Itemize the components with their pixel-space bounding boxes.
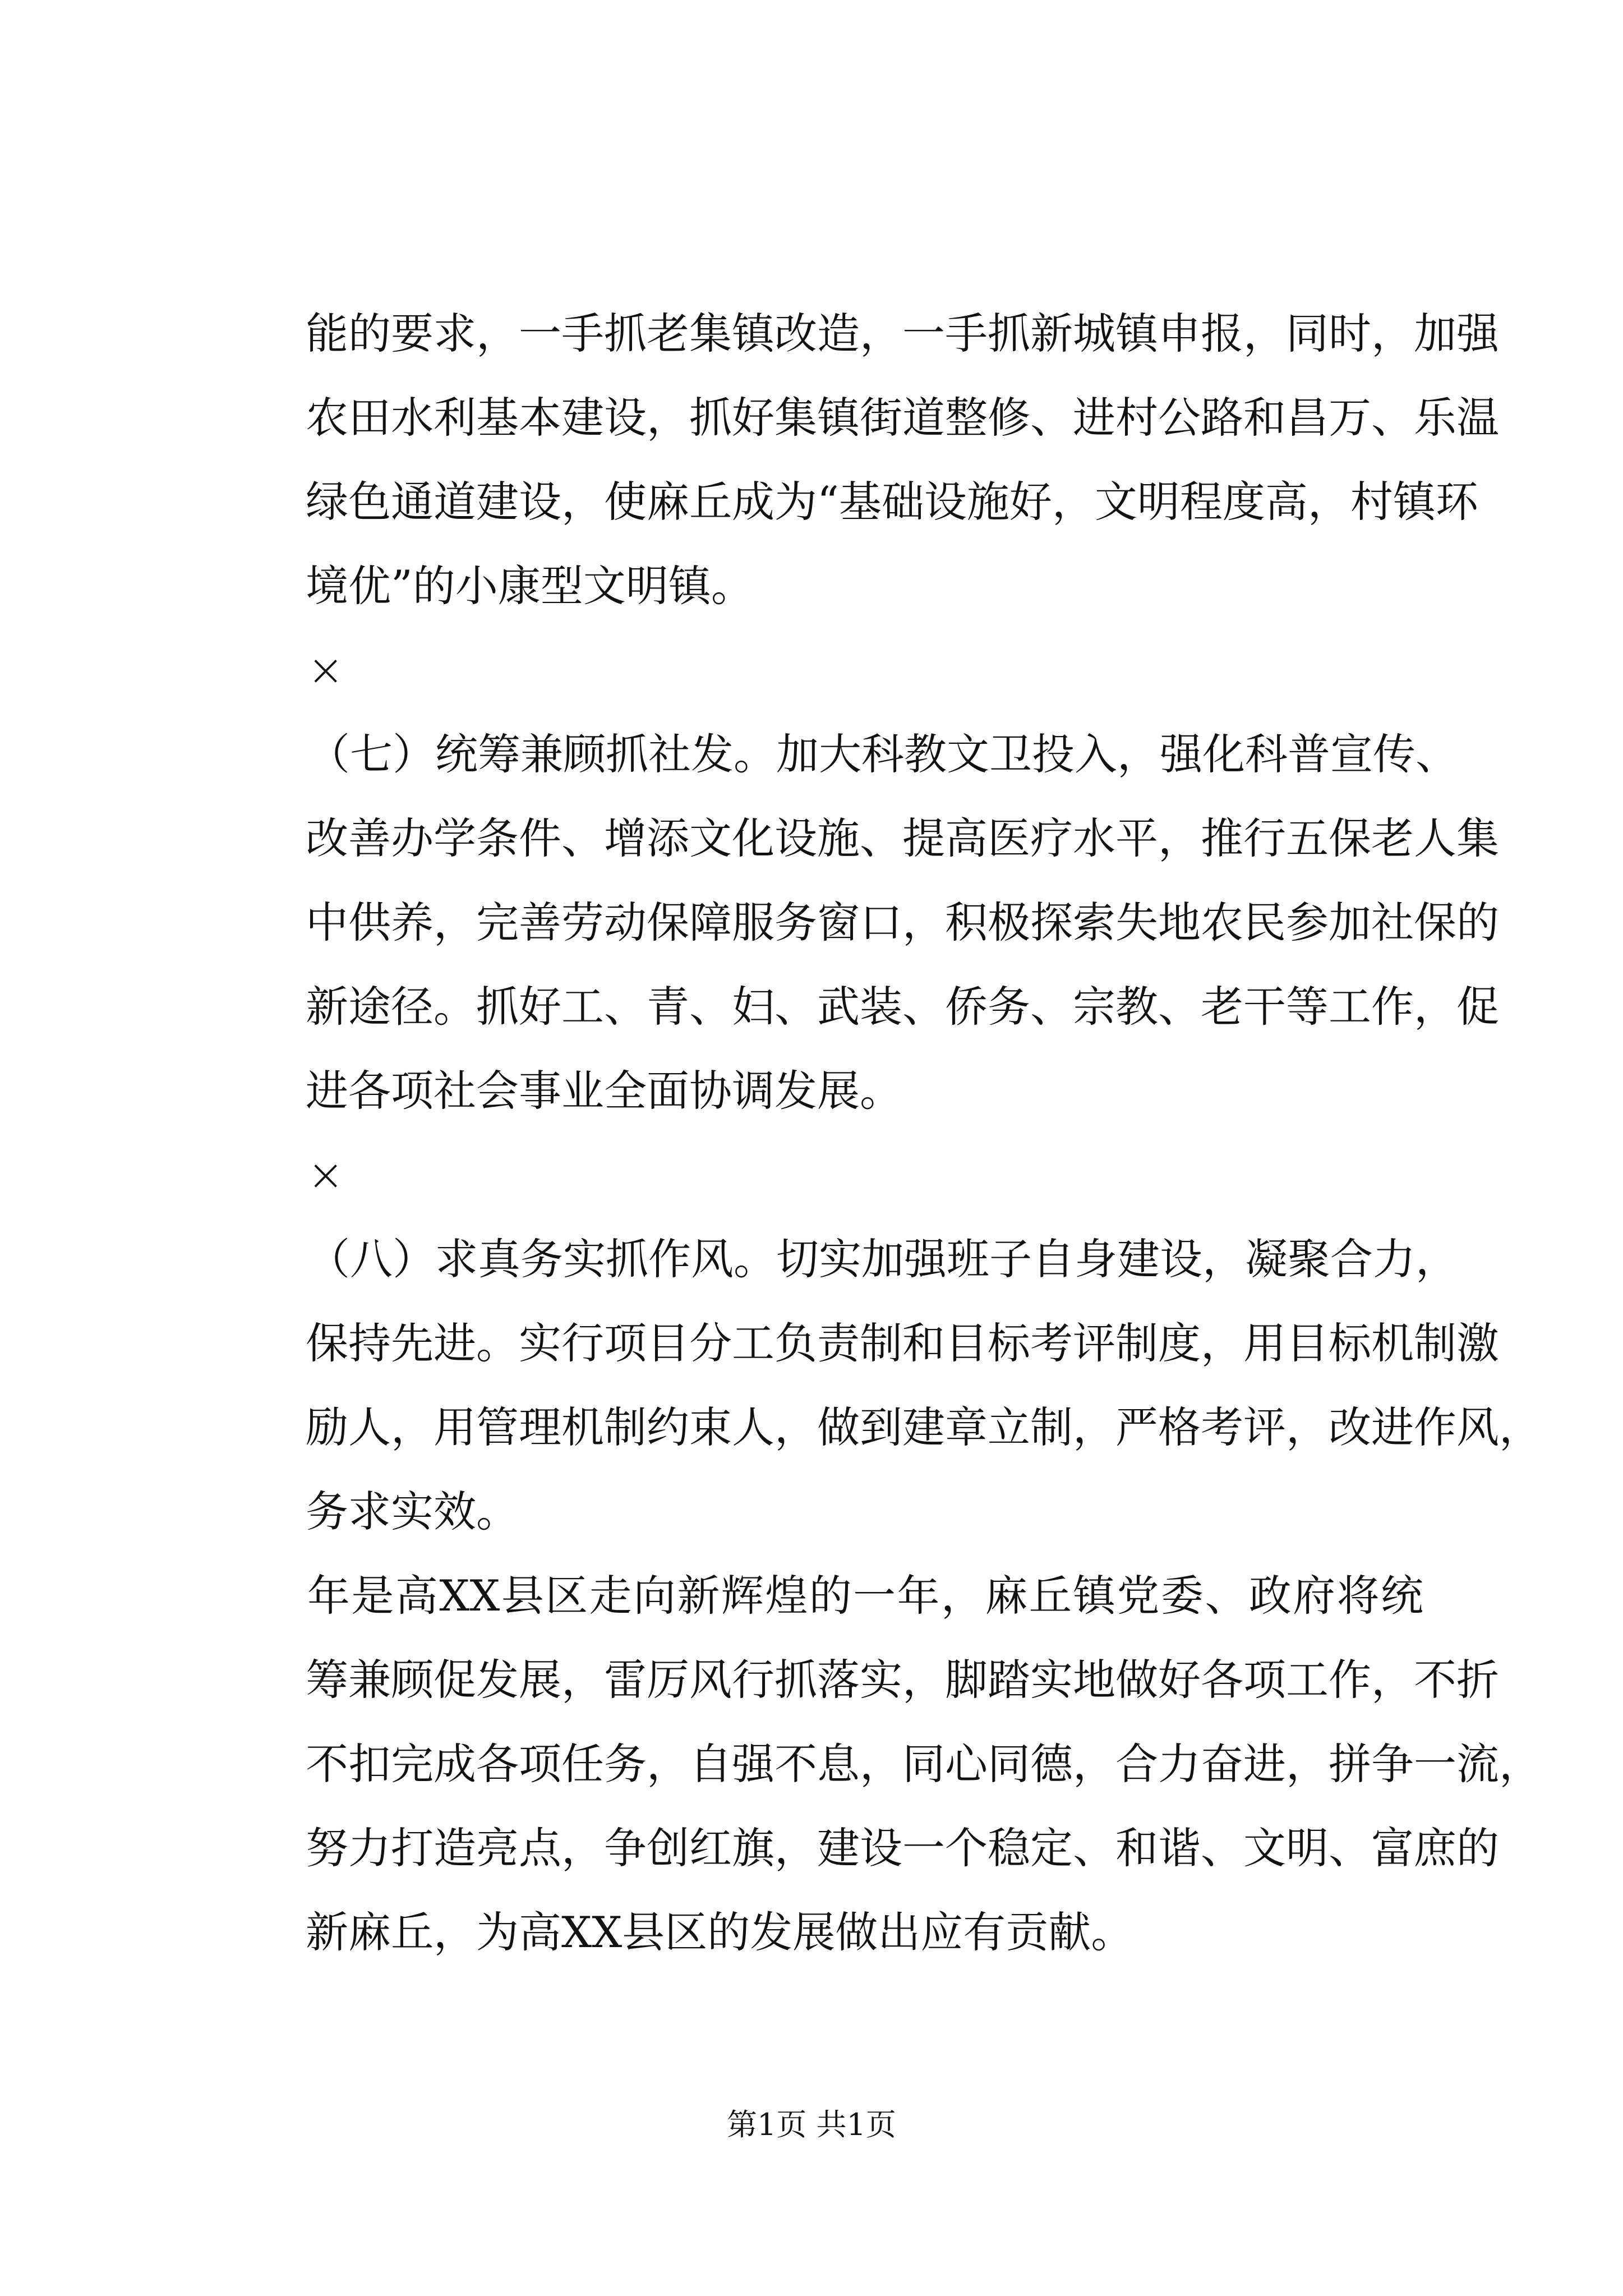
paragraph-3-line-3: 励人，用管理机制约束人，做到建章立制，严格考评，改进作风， [306, 1402, 1542, 1452]
paragraph-1-line-1: 能的要求，一手抓老集镇改造，一手抓新城镇申报，同时，加强 [306, 309, 1499, 358]
paragraph-1-line-3: 绿色通道建设，使麻丘成为“基础设施好，文明程度高，村镇环 [306, 477, 1478, 527]
paragraph-1-line-4: 境优”的小康型文明镇。 [306, 561, 754, 611]
paragraph-2-line-4: 新途径。抓好工、青、妇、武装、侨务、宗教、老干等工作，促 [306, 982, 1499, 1032]
paragraph-1-line-2: 农田水利基本建设，抓好集镇街道整修、进村公路和昌万、乐温 [306, 393, 1499, 443]
page-number-footer: 第1页 共1页 [727, 2107, 896, 2142]
paragraph-4-line-5: 新麻丘，为高XX县区的发展做出应有贡献。 [306, 1907, 1134, 1957]
paragraph-3-line-1: （八）求真务实抓作风。切实加强班子自身建设，凝聚合力， [307, 1234, 1458, 1284]
cross-mark-icon: × [307, 1150, 344, 1200]
paragraph-4-line-4: 努力打造亮点，争创红旗，建设一个稳定、和谐、文明、富庶的 [306, 1823, 1499, 1873]
paragraph-4-line-1: 年是高XX县区走向新辉煌的一年，麻丘镇党委、政府将统 [307, 1571, 1423, 1621]
paragraph-3-line-2: 保持先进。实行项目分工负责制和目标考评制度，用目标机制激 [306, 1318, 1499, 1368]
paragraph-3-line-4: 务求实效。 [306, 1487, 519, 1536]
paragraph-2-line-3: 中供养，完善劳动保障服务窗口，积极探索失地农民参加社保的 [306, 898, 1499, 947]
paragraph-4-line-3: 不扣完成各项任务，自强不息，同心同德，合力奋进，拼争一流， [306, 1739, 1542, 1789]
paragraph-2-line-1: （七）统筹兼顾抓社发。加大科教文卫投入，强化科普宣传、 [307, 729, 1458, 779]
paragraph-4-line-2: 筹兼顾促发展，雷厉风行抓落实，脚踏实地做好各项工作，不折 [306, 1655, 1499, 1705]
paragraph-2-line-2: 改善办学条件、增添文化设施、提高医疗水平，推行五保老人集 [306, 813, 1499, 863]
paragraph-2-line-5: 进各项社会事业全面协调发展。 [306, 1066, 902, 1116]
cross-mark-icon: × [307, 645, 344, 696]
